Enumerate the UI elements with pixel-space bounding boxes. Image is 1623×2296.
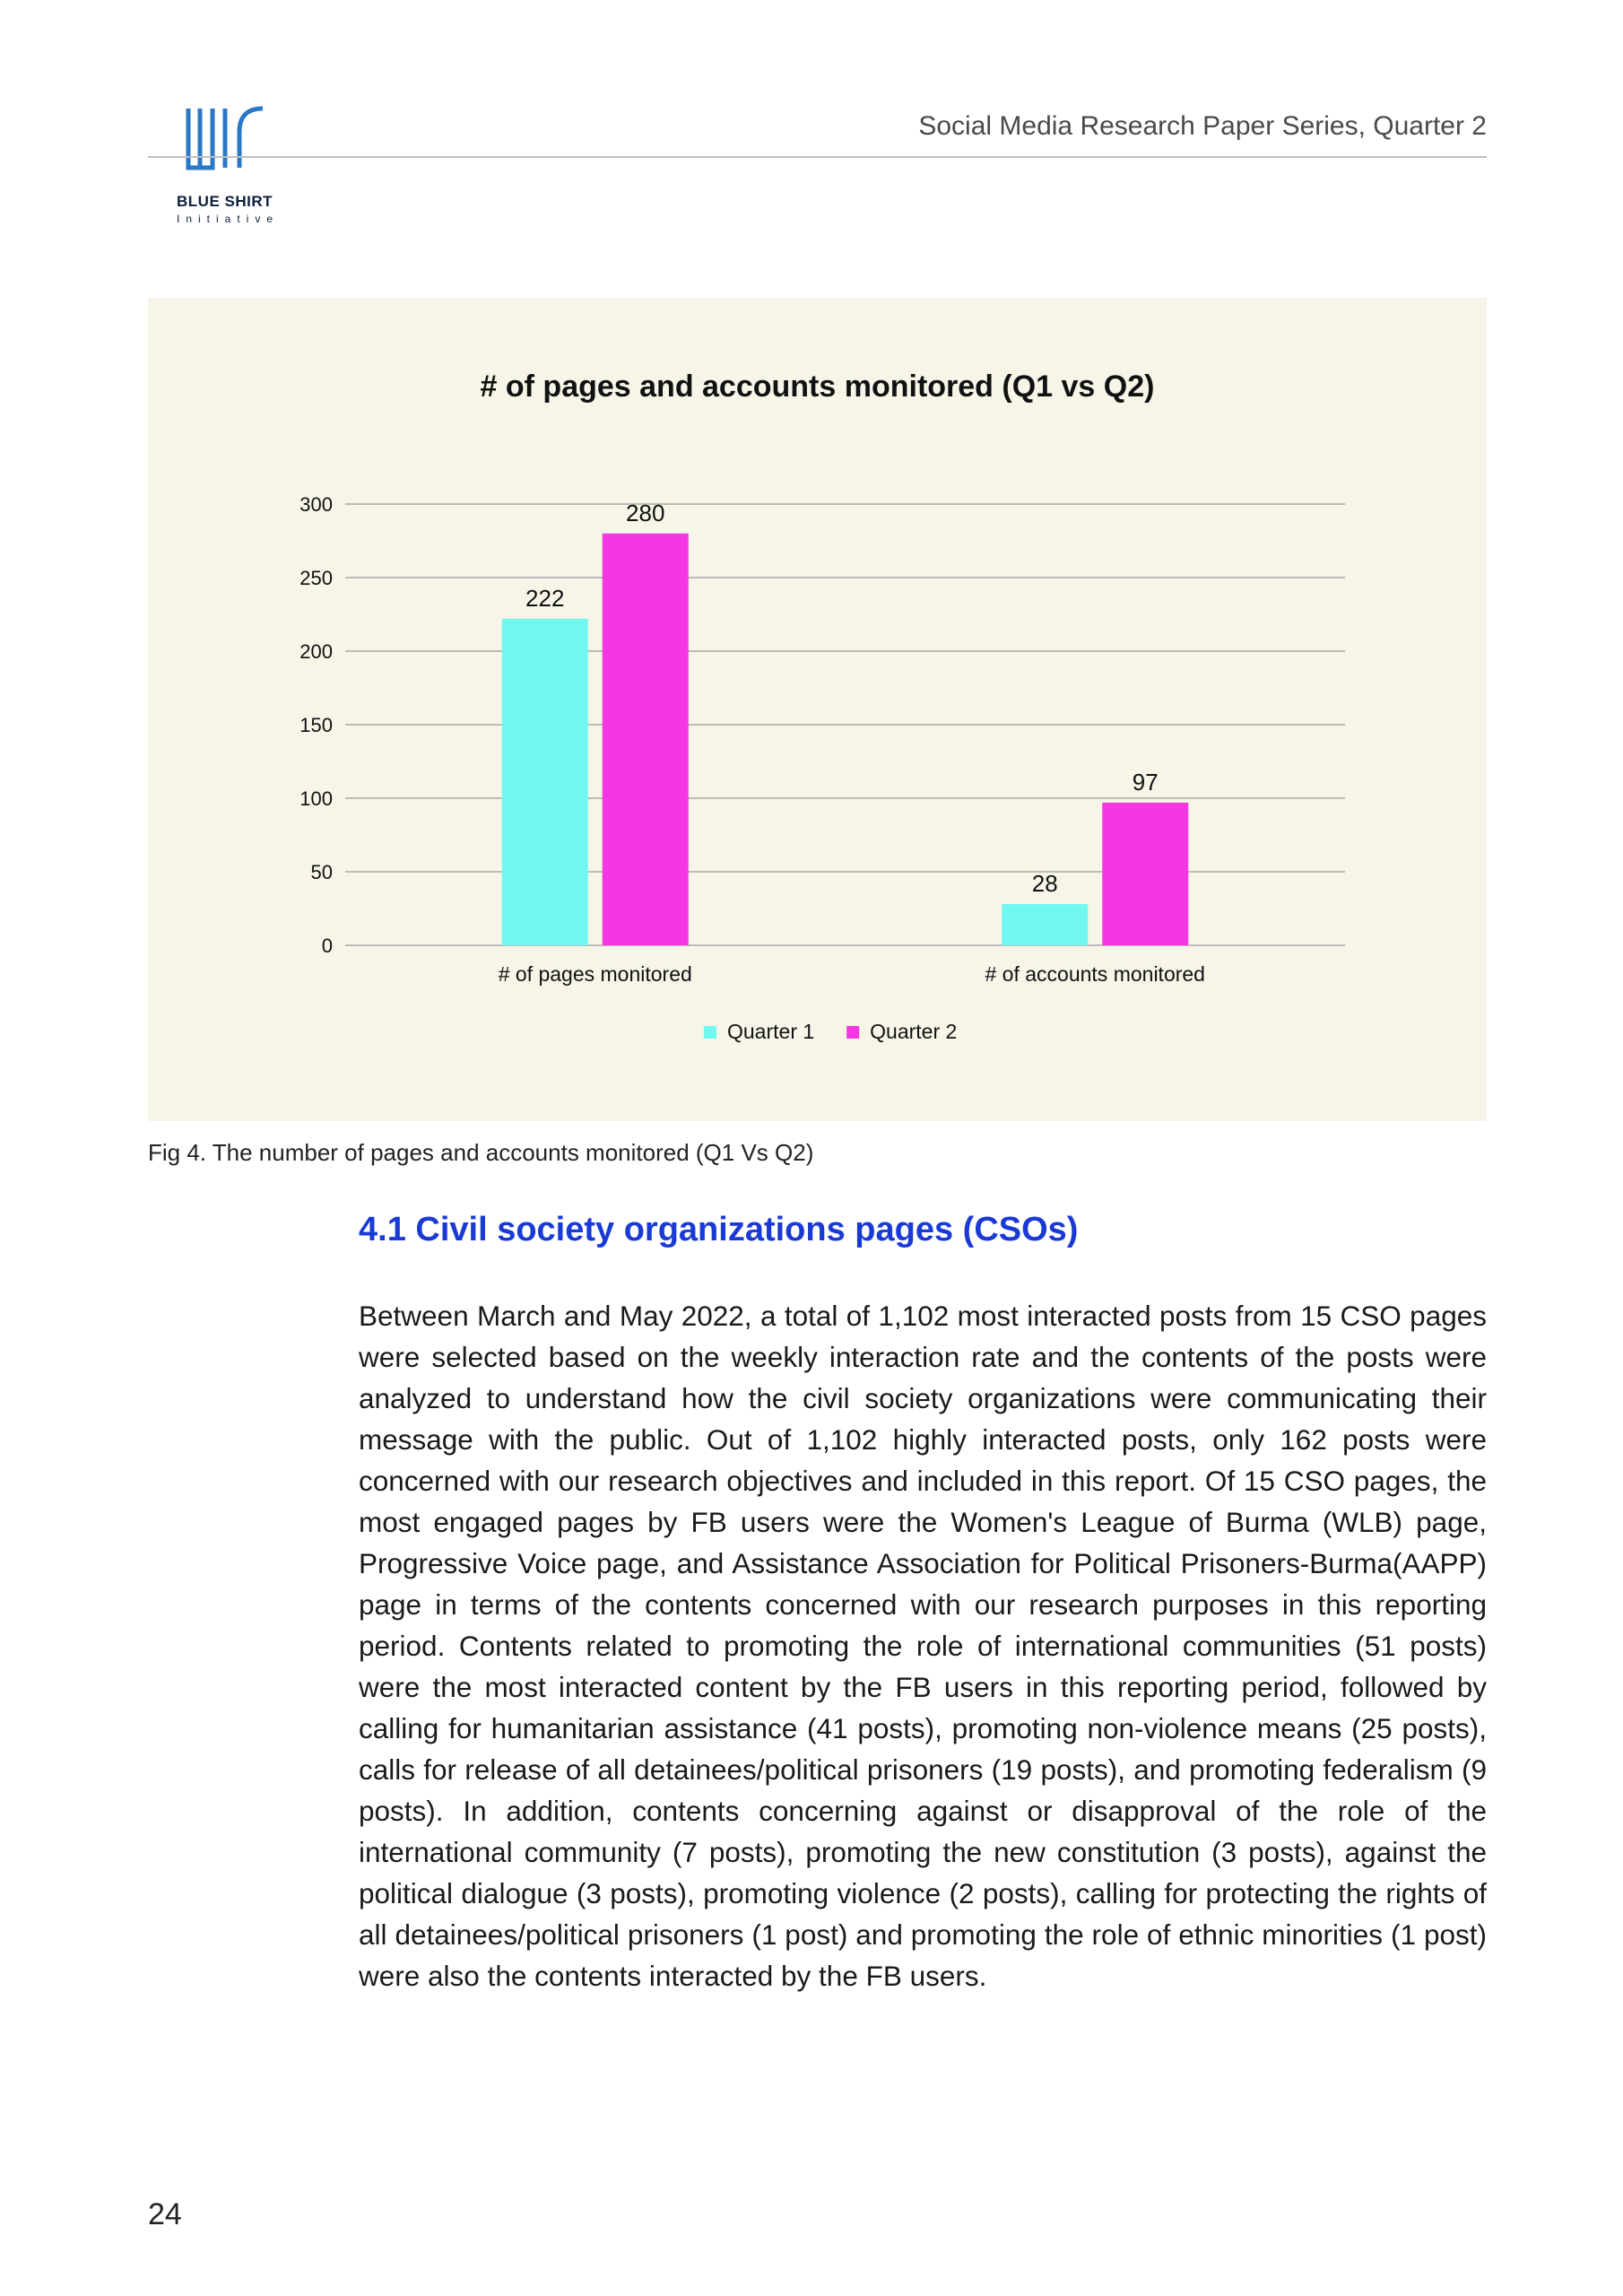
section-paragraph: Between March and May 2022, a total of 1,102 most interacted posts from 15 CSO pages were selected based on the weekly interaction rate and the contents of the posts were analyzed to understand how the civil society organizations were communicating their message with the public. Out of 1,102 highly interacted posts, only 162 posts were concerned with our research objectives and included in this report. Of 15 CSO pages, the most engaged pages by FB users were the Women's League of Burma (WLB) page, Progressive Voice page, and Assistance Association for Political Prisoners-Burma(AAPP) page in terms of the contents concerned with our research purposes in this reporting period. Contents related to promoting the role of international communities (51 posts) were the most interacted content by the FB users in this reporting period, followed by calling for humanitarian assistance (41 posts), promoting non-violence means (25 posts), calls for release of all detainees/political prisoners (19 posts), and promoting federalism (9 posts). In addition, contents concerning against or disapproval of the role of the international community (7 posts), promoting the new constitution (3 posts), against the political dialogue (3 posts), promoting violence (2 posts), calling for protecting the rights of all detainees/political prisoners (1 post) and promoting the role of ethnic minorities (1 post) were also the contents interacted by the FB users. [359,1300,1487,1992]
logo-subtitle: Initiative [177,213,280,225]
running-title: Social Media Research Paper Series, Quarter 2 [918,111,1487,141]
legend-label: Quarter 2 [870,1020,958,1043]
y-tick-label: 0 [321,935,333,957]
figure-caption: Fig 4. The number of pages and accounts monitored (Q1 Vs Q2) [148,1139,814,1166]
bar [1102,803,1188,945]
y-tick-label: 50 [310,861,333,883]
legend-label: Quarter 1 [727,1020,815,1043]
legend-swatch [846,1026,859,1039]
bar [603,534,689,945]
bar [502,619,588,945]
logo-mark-icon [186,105,266,177]
y-tick-label: 100 [299,787,333,810]
bar-chart [148,298,1487,1121]
data-label: 97 [1132,768,1159,796]
legend-swatch [704,1026,716,1039]
blue-shirt-logo [166,105,300,230]
y-tick-label: 150 [299,714,333,736]
y-tick-label: 300 [299,493,333,516]
section-heading: 4.1 Civil society organizations pages (CSOs) [359,1211,1079,1248]
figure-panel [148,298,1487,1121]
chart-title: # of pages and accounts monitored (Q1 vs Q2) [480,370,1155,404]
x-tick-label: # of accounts monitored [985,962,1205,986]
y-tick-label: 250 [299,567,333,589]
x-tick-label: # of pages monitored [498,962,692,986]
header-rule [148,156,1487,158]
data-label: 28 [1031,870,1058,898]
y-tick-label: 200 [299,640,333,663]
data-label: 222 [525,584,565,612]
page-number: 24 [148,2197,182,2231]
bar [1002,904,1088,945]
logo-name: BLUE SHIRT [177,193,273,210]
data-label: 280 [626,499,665,526]
